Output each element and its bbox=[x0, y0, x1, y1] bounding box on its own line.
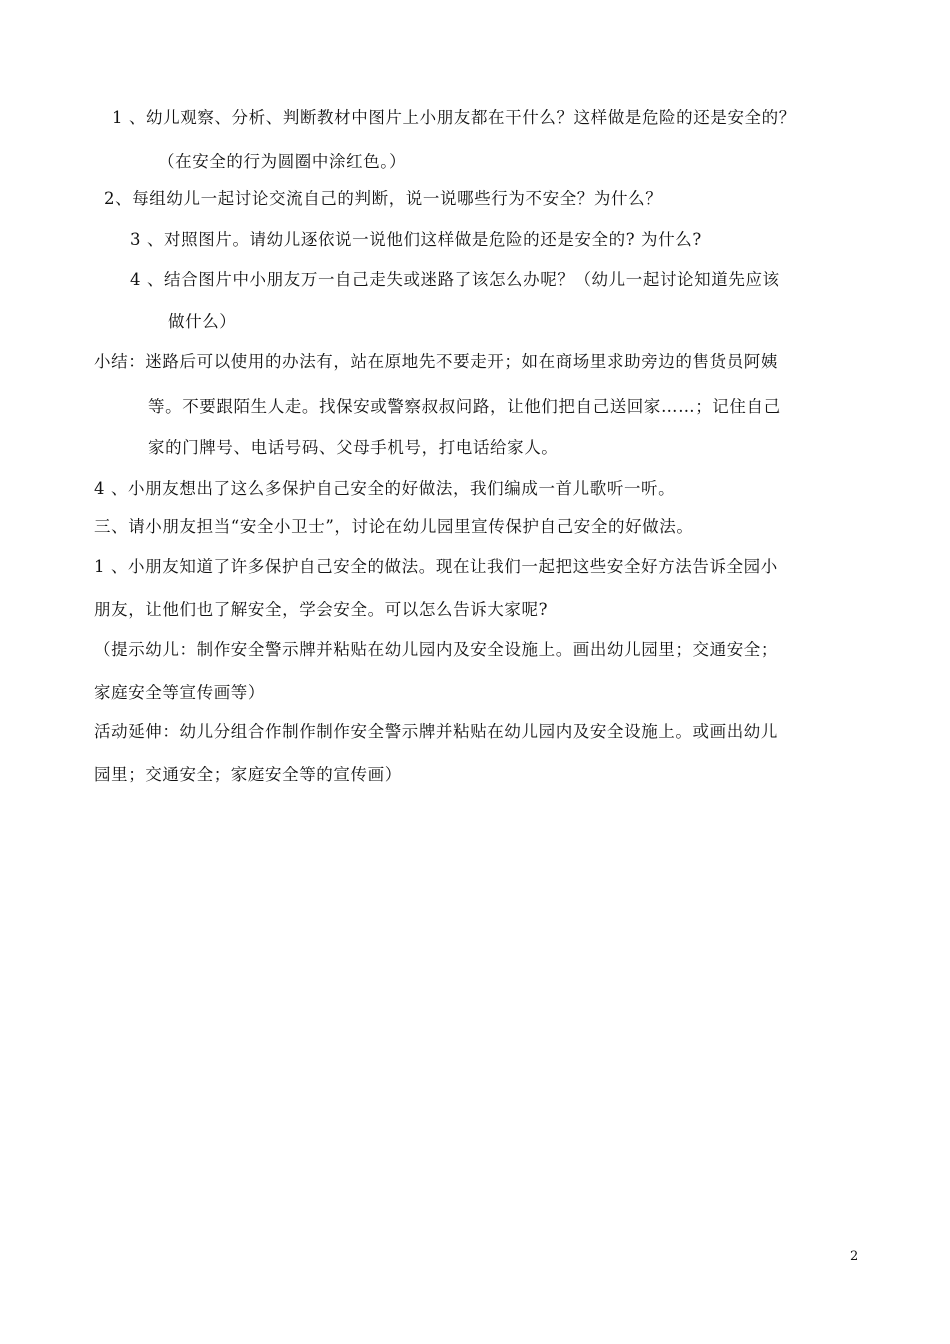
hint-line-2: 家庭安全等宣传画等） bbox=[94, 683, 265, 702]
step-4-continuation-line: 做什么） bbox=[168, 312, 237, 331]
summary-line-3: 家的门牌号、电话号码、父母手机号，打电话给家人。 bbox=[148, 438, 559, 457]
step-4-lost-question-line: 4 、结合图片中小朋友万一自己走失或迷路了该怎么办呢？（幼儿一起讨论知道先应该 bbox=[130, 270, 780, 289]
section-three-step-1-line-2: 朋友，让他们也了解安全，学会安全。可以怎么告诉大家呢? bbox=[94, 600, 549, 619]
step-3-compare-line: 3 、对照图片。请幼儿逐依说一说他们这样做是危险的还是安全的? 为什么? bbox=[130, 230, 702, 249]
extension-line-2: 园里；交通安全；家庭安全等的宣传画） bbox=[94, 765, 402, 784]
section-three-step-1-line-1: 1 、小朋友知道了许多保护自己安全的做法。现在让我们一起把这些安全好方法告诉全园小 bbox=[94, 557, 778, 576]
extension-line-1: 活动延伸：幼儿分组合作制作制作安全警示牌并粘贴在幼儿园内及安全设施上。或画出幼儿 bbox=[94, 722, 778, 741]
summary-line-2: 等。不要跟陌生人走。找保安或警察叔叔问路，让他们把自己送回家……；记住自己 bbox=[148, 397, 781, 416]
step-1-observe-line: 1 、幼儿观察、分析、判断教材中图片上小朋友都在干什么？这样做是危险的还是安全的？ bbox=[112, 108, 796, 127]
song-step-line: 4 、小朋友想出了这么多保护自己安全的好做法，我们编成一首儿歌听一听。 bbox=[94, 479, 676, 498]
step-1-note-line: （在安全的行为圆圈中涂红色。） bbox=[158, 152, 407, 171]
page-number: 2 bbox=[850, 1249, 859, 1264]
section-three-heading: 三、请小朋友担当“安全小卫士”，讨论在幼儿园里宣传保护自己安全的好做法。 bbox=[94, 517, 694, 536]
step-2-discuss-line: 2、每组幼儿一起讨论交流自己的判断，说一说哪些行为不安全？为什么？ bbox=[104, 189, 663, 208]
summary-line-1: 小结：迷路后可以使用的办法有，站在原地先不要走开；如在商场里求助旁边的售货员阿姨 bbox=[94, 352, 778, 371]
hint-line-1: （提示幼儿：制作安全警示牌并粘贴在幼儿园内及安全设施上。画出幼儿园里；交通安全； bbox=[94, 640, 778, 659]
